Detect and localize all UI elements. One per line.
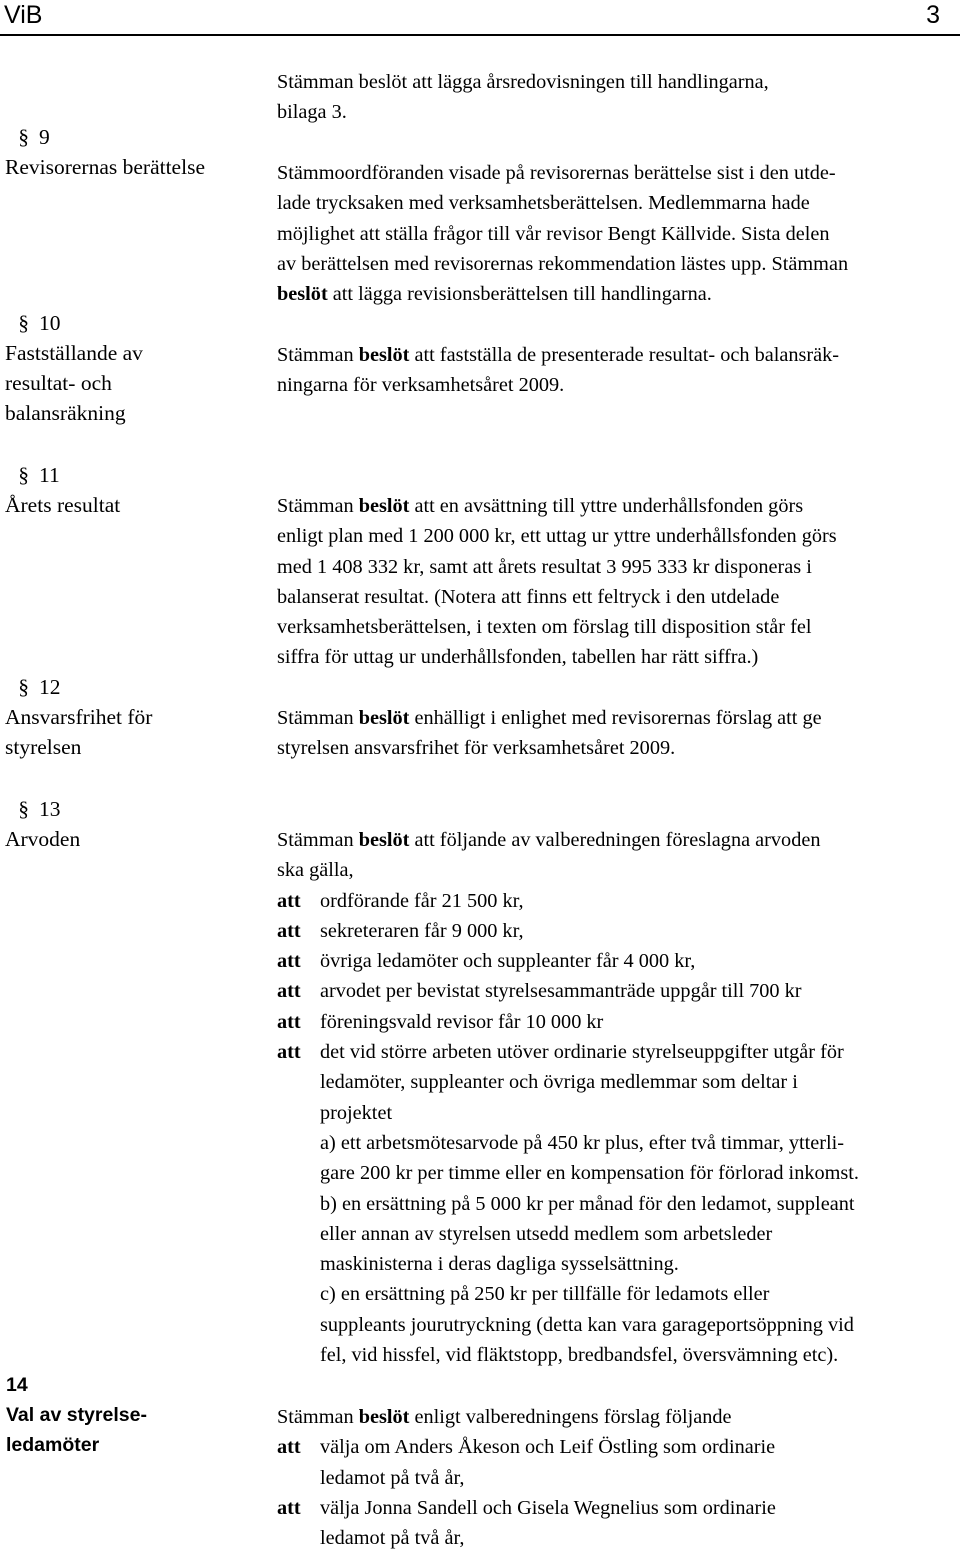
- list-item: [277, 1037, 957, 1067]
- decision-keyword: beslöt: [358, 707, 410, 729]
- text-fragment: att följande av valberedningen föreslagna arvoden: [414, 829, 821, 851]
- att-marker: att: [277, 950, 301, 973]
- list-continuation: ledamot på två år,: [320, 1466, 465, 1489]
- decision-keyword: beslöt: [358, 829, 410, 851]
- list-item-text: föreningsvald revisor får 10 000 kr: [320, 1010, 604, 1033]
- text-fragment: Stämman: [277, 495, 354, 517]
- paragraph-faststallande: [277, 340, 957, 401]
- list-item-text: välja om Anders Åkeson och Leif Östling som ordinarie: [320, 1436, 776, 1459]
- text-fragment: att lägga revisionsberättelsen till handlingarna.: [332, 283, 712, 306]
- list-continuation: maskinisterna i deras dagliga sysselsättning.: [320, 1253, 679, 1276]
- section-number: 10: [39, 311, 61, 335]
- text-line: ska gälla,: [277, 859, 354, 882]
- section-title: Arvoden: [5, 827, 81, 851]
- text-line: bilaga 3.: [277, 101, 347, 124]
- section-heading-12: [5, 672, 152, 762]
- text-fragment: att fastställa de presenterade resultat- och balansräk-: [414, 344, 840, 366]
- section-number: 9: [39, 125, 50, 149]
- text-line: siffra för uttag ur underhållsfonden, tabellen har rätt siffra.): [277, 646, 759, 669]
- text-line: möjlighet att ställa frågor till vår revisor Bengt Källvide. Sista delen: [277, 222, 830, 245]
- list-item: [277, 946, 957, 976]
- paragraph-ansvarsfrihet: [277, 703, 957, 764]
- list-item-text: det vid större arbeten utöver ordinarie styrelseuppgifter utgår för: [320, 1041, 844, 1064]
- list-item: [277, 1432, 957, 1462]
- section-title: Revisorernas berättelse: [5, 155, 205, 179]
- list-item-text: sekreteraren får 9 000 kr,: [320, 919, 524, 942]
- text-fragment: Stämman: [277, 829, 354, 851]
- paragraph-sign-icon: §: [18, 463, 29, 487]
- section-heading-13: [5, 794, 80, 854]
- decision-keyword: beslöt: [277, 283, 328, 306]
- text-line: balanserat resultat. (Notera att finns ett feltryck i den utdelade: [277, 585, 780, 608]
- section-heading-9: [5, 122, 205, 182]
- paragraph-sign-icon: §: [18, 797, 29, 821]
- text-fragment: att en avsättning till yttre underhållsfonden görs: [414, 495, 804, 517]
- section-title-line: resultat- och: [5, 371, 112, 395]
- att-marker: att: [277, 889, 301, 912]
- att-marker: att: [277, 1041, 301, 1064]
- att-marker: att: [277, 1436, 301, 1459]
- section-title-line: styrelsen: [5, 735, 82, 759]
- list-item: [277, 1007, 957, 1037]
- text-line: av berättelsen med revisorernas rekommendation lästes upp. Stämman: [277, 252, 849, 275]
- list-item: [277, 1493, 957, 1523]
- section-number: 11: [39, 463, 60, 487]
- decision-keyword: beslöt: [358, 1406, 410, 1428]
- section-number: 14: [6, 1374, 28, 1396]
- list-continuation: ledamöter, suppleanter och övriga medlemmar som deltar i: [320, 1071, 798, 1094]
- text-line: verksamhetsberättelsen, i texten om förslag till disposition står fel: [277, 616, 812, 639]
- decision-keyword: beslöt: [358, 344, 410, 366]
- section-title-line: ledamöter: [6, 1434, 100, 1456]
- list-continuation: ledamot på två år,: [320, 1527, 465, 1550]
- page-number: 3: [926, 1, 940, 29]
- paragraph-sign-icon: §: [18, 675, 29, 699]
- att-marker: att: [277, 1496, 301, 1519]
- list-continuation: b) en ersättning på 5 000 kr per månad för den ledamot, suppleant: [320, 1192, 855, 1215]
- text-fragment: enligt valberedningens förslag följande: [414, 1406, 732, 1428]
- list-item: [277, 916, 957, 946]
- section-heading-11: [5, 460, 120, 520]
- list-continuation: eller annan av styrelsen utsedd medlem som arbetsleder: [320, 1222, 773, 1245]
- text-fragment: enhälligt i enlighet med revisorernas förslag att ge: [414, 707, 822, 729]
- list-item-text: arvodet per bevistat styrelsesammanträde uppgår till 700 kr: [320, 980, 802, 1003]
- list-continuation: projektet: [320, 1101, 393, 1124]
- list-item-text: övriga ledamöter och suppleanter får 4 000 kr,: [320, 950, 696, 973]
- list-continuation: c) en ersättning på 250 kr per tillfälle för ledamots eller: [320, 1283, 770, 1306]
- paragraph-arvoden: [277, 825, 957, 1370]
- att-marker: att: [277, 919, 301, 942]
- paragraph-val: [277, 1402, 957, 1553]
- list-item: [277, 886, 957, 916]
- list-continuation: a) ett arbetsmötesarvode på 450 kr plus, efter två timmar, ytterli-: [320, 1131, 845, 1154]
- page-header: [0, 0, 960, 36]
- section-heading-14: [6, 1370, 147, 1460]
- text-line: med 1 408 332 kr, samt att årets resultat 3 995 333 kr disponeras i: [277, 555, 812, 578]
- text-line: enligt plan med 1 200 000 kr, ett uttag ur yttre underhållsfonden görs: [277, 525, 837, 548]
- section-title-line: balansräkning: [5, 401, 126, 425]
- list-item: [277, 976, 957, 1006]
- decision-keyword: beslöt: [358, 495, 410, 517]
- section-title-line: Fastställande av: [5, 341, 143, 365]
- list-continuation: fel, vid hissfel, vid fläktstopp, bredbandsfel, översvämning etc).: [320, 1344, 839, 1367]
- list-item-text: välja Jonna Sandell och Gisela Wegnelius som ordinarie: [320, 1496, 776, 1519]
- text-fragment: Stämman: [277, 707, 354, 729]
- text-line: ningarna för verksamhetsåret 2009.: [277, 374, 565, 397]
- paragraph-sign-icon: §: [18, 311, 29, 335]
- section-number: 12: [39, 675, 61, 699]
- text-line: Stämmoordföranden visade på revisorernas berättelse sist i den utde-: [277, 162, 836, 184]
- att-marker: att: [277, 980, 301, 1003]
- list-continuation: suppleants jourutryckning (detta kan vara garageportsöppning vid: [320, 1313, 854, 1336]
- list-item-text: ordförande får 21 500 kr,: [320, 889, 524, 912]
- text-line: Stämman beslöt att lägga årsredovisningen till handlingarna,: [277, 71, 769, 93]
- list-continuation: gare 200 kr per timme eller en kompensation för förlorad inkomst.: [320, 1162, 859, 1185]
- text-line: lade trycksaken med verksamhetsberättelsen. Medlemmarna hade: [277, 192, 810, 215]
- section-title-line: Ansvarsfrihet för: [5, 705, 153, 729]
- paragraph-revisorernas-berattelse: [277, 158, 957, 309]
- section-number: 13: [39, 797, 61, 821]
- paragraph-arets-resultat: [277, 491, 957, 673]
- section-heading-10: [5, 308, 143, 428]
- text-line: styrelsen ansvarsfrihet för verksamhetsåret 2009.: [277, 737, 676, 760]
- section-title: Årets resultat: [5, 493, 121, 517]
- paragraph-arsredovisning: [277, 67, 957, 128]
- paragraph-sign-icon: §: [18, 125, 29, 149]
- text-fragment: Stämman: [277, 344, 354, 366]
- header-title: ViB: [4, 1, 43, 29]
- att-marker: att: [277, 1010, 301, 1033]
- section-title-line: Val av styrelse-: [6, 1404, 147, 1426]
- text-fragment: Stämman: [277, 1406, 354, 1428]
